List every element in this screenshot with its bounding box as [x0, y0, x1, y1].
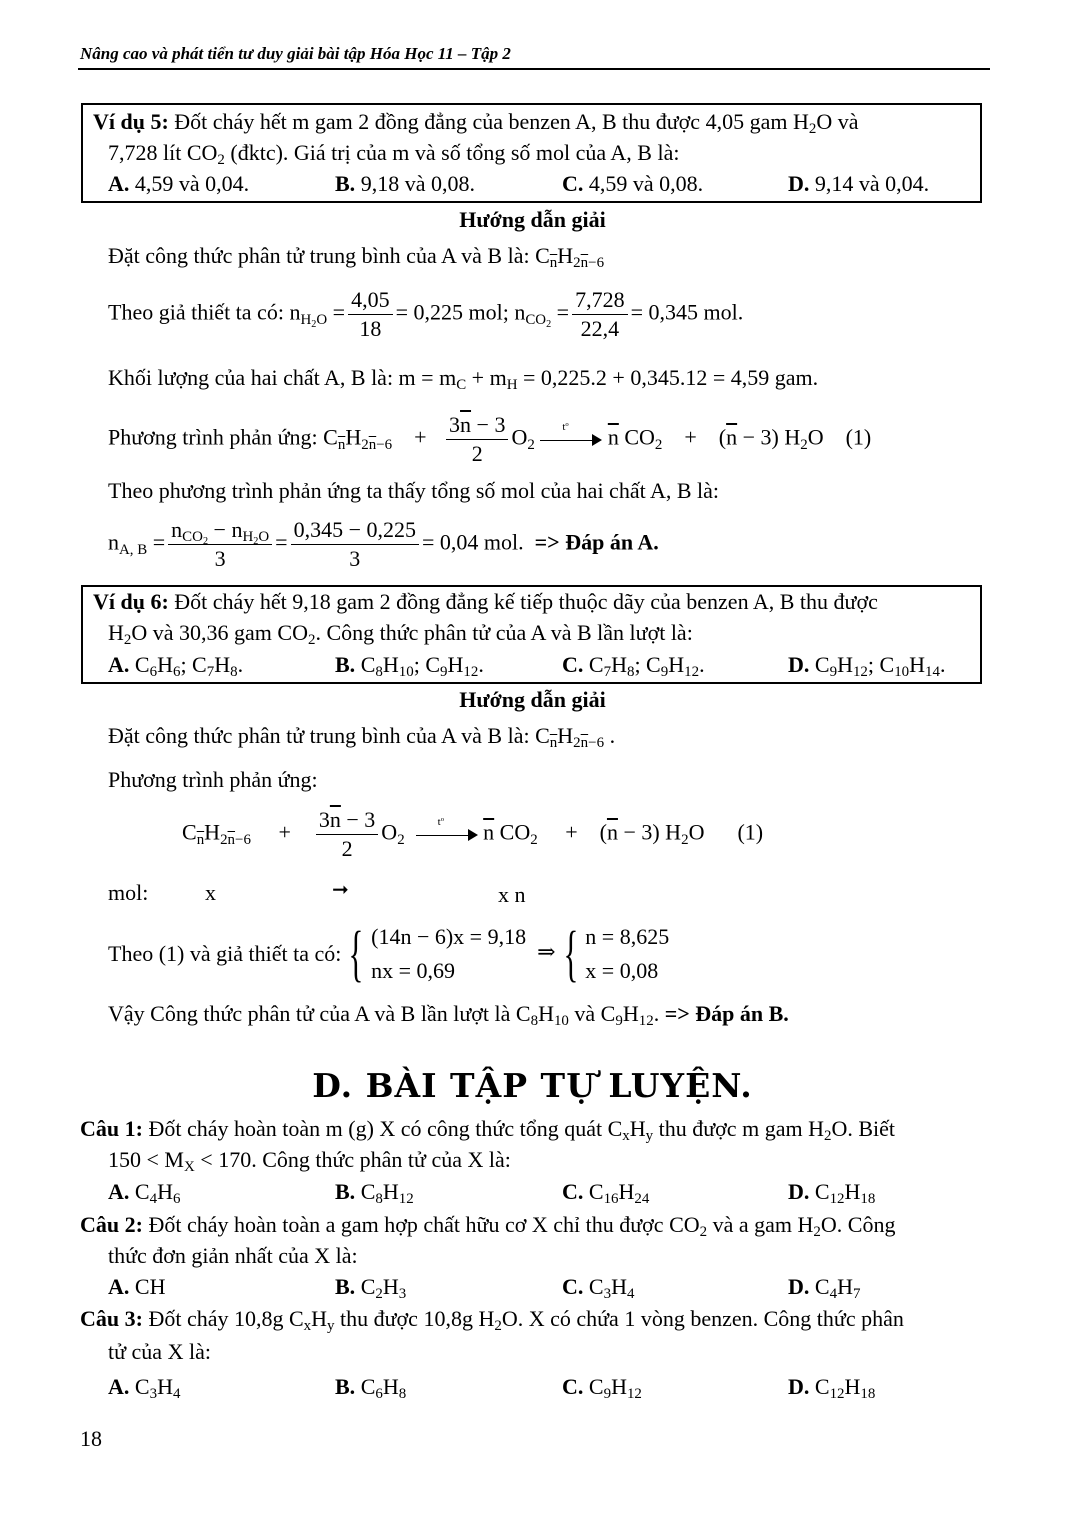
- q1-option-b: B. $C_8H_{12}$: [335, 1179, 414, 1208]
- page-number: 18: [80, 1426, 102, 1451]
- example-5-option-d: D. 9,14 và 0,04.: [788, 171, 930, 196]
- header-rule: [78, 68, 990, 70]
- q1-option-d: D. $C_{12}H_{18}$: [788, 1179, 876, 1208]
- guide-heading-6: Hướng dẫn giải: [459, 687, 606, 712]
- left-brace-icon: {: [562, 920, 578, 989]
- sol5-line-4-equation: Phương trình phản ứng: $C_{\overline{n}}H_{2\overline{n}-6}$ + $\frac{3\overline{n} - 3}{2}$ $O_2$ $t^o$ $\overline{n}$ $CO_2$ + $(\overline{n} - 3)$ $H_2O$ (1): [108, 412, 872, 467]
- q3-option-a: A. $C_3H_4$: [108, 1374, 181, 1403]
- q3-option-c: C. $C_9H_{12}$: [562, 1374, 642, 1403]
- q2-option-b: B. $C_2H_3$: [335, 1274, 407, 1303]
- q3-option-b: B. $C_6H_8$: [335, 1374, 407, 1403]
- guide-heading-5: Hướng dẫn giải: [459, 207, 606, 232]
- example-6-option-a: A. $C_6H_6$; $C_7H_8$.: [108, 652, 244, 681]
- q2-option-a: A. CH: [108, 1274, 166, 1299]
- sol5-line-6: $n_{A, B}$ = $\frac{n_{CO_2} - n_{H_2O}}{3}$ = $\frac{0,345 - 0,225}{3}$ = 0,04 mol. => Đáp án A.: [108, 517, 659, 572]
- left-brace-icon: {: [348, 920, 364, 989]
- sol5-line-2: Theo giả thiết ta có: $n_{H_2O}$ = $\frac{4,05}{18}$ = 0,225 mol; $n_{CO_2}$ = $\frac{7,728}{22,4}$ = 0,345 mol.: [108, 287, 744, 342]
- example-5-option-a: A. 4,59 và 0,04.: [108, 171, 250, 196]
- q2-option-c: C. $C_3H_4$: [562, 1274, 635, 1303]
- sol5-line-3: Khối lượng của hai chất A, B là: $m = m_C + m_H = 0,225.2 + 0,345.12 = 4,59$ gam.: [108, 365, 819, 394]
- q3-option-d: D. $C_{12}H_{18}$: [788, 1374, 876, 1403]
- reaction-arrow: $t^o$: [416, 828, 478, 842]
- sol6-mol-label: mol:: [108, 880, 149, 905]
- q2-line-2: thức đơn giản nhất của X là:: [108, 1243, 358, 1268]
- example-5-option-b: B. 9,18 và 0,08.: [335, 171, 475, 196]
- section-title: D. BÀI TẬP TỰ LUYỆN.: [312, 1066, 753, 1105]
- mol-arrow-icon: ➞: [332, 879, 349, 901]
- sol6-conclusion: Vậy Công thức phân tử của A và B lần lượt là $C_8H_{10}$ và $C_9H_{12}$. => Đáp án B.: [108, 1001, 789, 1030]
- sol6-line-2: Phương trình phản ứng:: [108, 767, 318, 792]
- q2-option-d: D. $C_4H_7$: [788, 1274, 861, 1303]
- q1-option-c: C. $C_{16}H_{24}$: [562, 1179, 650, 1208]
- q3-line-1: Câu 3: Đốt cháy 10,8g $C_xH_y$ thu được 10,8g $H_2O$. X có chứa 1 vòng benzen. Công thức phân: [80, 1306, 904, 1335]
- sol5-line-1: Đặt công thức phân tử trung bình của A và B là: $C_{\overline{n}}H_{2\overline{n}-6}$: [108, 243, 605, 272]
- example-6-option-b: B. $C_8H_{10}$; $C_9H_{12}$.: [335, 652, 484, 681]
- example-6-line-1: Ví dụ 6: Đốt cháy hết 9,18 gam 2 đồng đẳng kế tiếp thuộc dãy của benzen A, B thu được: [93, 589, 878, 614]
- reaction-arrow: $t^o$: [540, 433, 602, 447]
- sol6-mol-xn: x n: [498, 882, 526, 907]
- sol6-mol-x: x: [205, 880, 216, 905]
- q2-line-1: Câu 2: Đốt cháy hoàn toàn a gam hợp chất hữu cơ X chỉ thu được $CO_2$ và a gam $H_2O$. Công: [80, 1212, 896, 1241]
- example-6-line-2: $H_2O$ và 30,36 gam $CO_2$. Công thức phân tử của A và B lần lượt là:: [108, 620, 693, 649]
- example-6-option-d: D. $C_9H_{12}$; $C_{10}H_{14}$.: [788, 652, 946, 681]
- example-5-option-c: C. 4,59 và 0,08.: [562, 171, 704, 196]
- sol6-system: Theo (1) và giả thiết ta có: { (14n − 6)x = 9,18 nx = 0,69 ⇒ { n = 8,625 x = 0,08: [108, 920, 670, 989]
- sol6-equation: $C_{\overline{n}}H_{2\overline{n}-6}$ + $\frac{3\overline{n} - 3}{2}$ $O_2$ $t^o$ $\overline{n}$ $CO_2$ + $(\overline{n} - 3)$ $H_2O$ (1): [182, 807, 764, 862]
- q1-line-2: $150 < M_X < 170$. Công thức phân tử của X là:: [108, 1147, 511, 1176]
- example-5-line-2: 7,728 lít $CO_2$ (đktc). Giá trị của m và số tổng số mol của A, B là:: [108, 140, 680, 169]
- q3-line-2: tử của X là:: [108, 1339, 211, 1364]
- example-5-line-1: Ví dụ 5: Đốt cháy hết m gam 2 đồng đẳng của benzen A, B thu được 4,05 gam $H_2O$ và: [93, 109, 859, 138]
- sol5-line-5: Theo phương trình phản ứng ta thấy tổng số mol của hai chất A, B là:: [108, 478, 720, 503]
- q1-option-a: A. $C_4H_6$: [108, 1179, 181, 1208]
- running-header: Nâng cao và phát tiển tư duy giải bài tập Hóa Học 11 – Tập 2: [80, 44, 511, 63]
- sol6-line-1: Đặt công thức phân tử trung bình của A và B là: $C_{\overline{n}}H_{2\overline{n}-6}$ .: [108, 723, 616, 752]
- q1-line-1: Câu 1: Đốt cháy hoàn toàn m (g) X có công thức tổng quát $C_xH_y$ thu được m gam $H_2O$. Biết: [80, 1116, 895, 1145]
- example-6-option-c: C. $C_7H_8$; $C_9H_{12}$.: [562, 652, 705, 681]
